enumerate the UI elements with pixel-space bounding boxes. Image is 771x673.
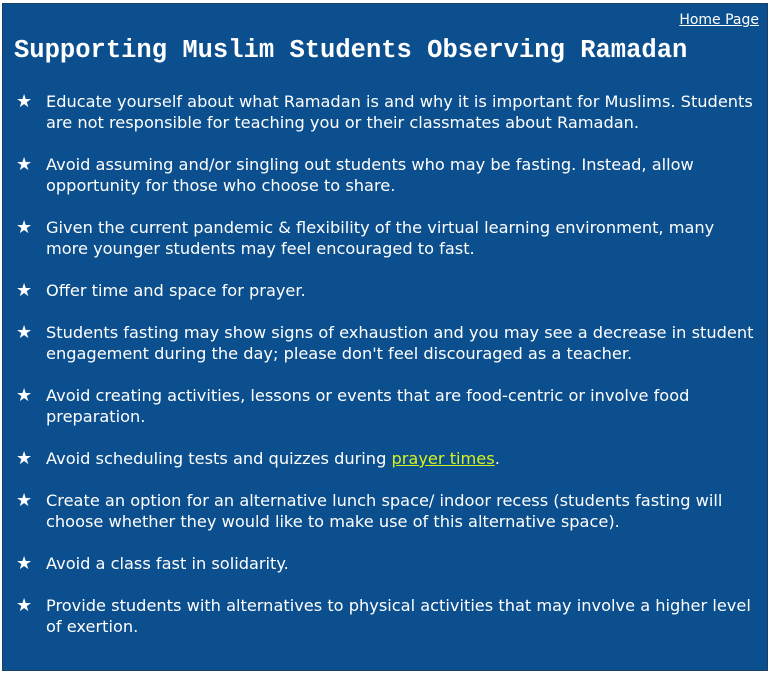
list-item-text: Offer time and space for prayer. bbox=[46, 281, 306, 300]
list-item-text-before: Avoid scheduling tests and quizzes during bbox=[46, 449, 392, 468]
list-item bbox=[3, 154, 769, 196]
star-icon: ★ bbox=[16, 595, 33, 616]
list-item bbox=[3, 91, 769, 133]
list-item-text: Create an option for an alternative lunch space/ indoor recess (students fasting will choose whether they would like to make use of this alternative space). bbox=[46, 491, 723, 531]
star-icon: ★ bbox=[16, 385, 33, 406]
list-item bbox=[3, 385, 769, 427]
star-icon: ★ bbox=[16, 322, 33, 343]
home-page-link[interactable]: Home Page bbox=[679, 12, 759, 28]
star-icon: ★ bbox=[16, 553, 33, 574]
list-item bbox=[3, 553, 769, 574]
list-item bbox=[3, 448, 769, 469]
list-item-text-after: . bbox=[494, 449, 500, 468]
list-item-text: Given the current pandemic & flexibility of the virtual learning environment, many more younger students may feel encouraged to fast. bbox=[46, 218, 715, 258]
list-item bbox=[3, 595, 769, 637]
star-icon: ★ bbox=[16, 490, 33, 511]
prayer-times-link[interactable]: prayer times bbox=[391, 449, 495, 468]
star-icon: ★ bbox=[16, 217, 33, 238]
list-item-text: Avoid a class fast in solidarity. bbox=[46, 554, 289, 573]
content-panel bbox=[2, 3, 768, 671]
tips-list bbox=[3, 91, 769, 658]
page-title: Supporting Muslim Students Observing Ramadan bbox=[14, 36, 688, 65]
star-icon: ★ bbox=[16, 154, 33, 175]
star-icon: ★ bbox=[16, 448, 33, 469]
list-item-text: Educate yourself about what Ramadan is and why it is important for Muslims. Students are not responsible for teaching you or their classmates about Ramadan. bbox=[46, 92, 753, 132]
list-item-text: Avoid creating activities, lessons or events that are food-centric or involve food preparation. bbox=[46, 386, 690, 426]
list-item-text: Avoid assuming and/or singling out students who may be fasting. Instead, allow opportunity for those who choose to share. bbox=[46, 155, 694, 195]
list-item-text: Students fasting may show signs of exhaustion and you may see a decrease in student engagement during the day; please don't feel discouraged as a teacher. bbox=[46, 323, 754, 363]
list-item-text: Provide students with alternatives to physical activities that may involve a higher level of exertion. bbox=[46, 596, 751, 636]
list-item bbox=[3, 322, 769, 364]
star-icon: ★ bbox=[16, 280, 33, 301]
list-item bbox=[3, 280, 769, 301]
list-item bbox=[3, 490, 769, 532]
star-icon: ★ bbox=[16, 91, 33, 112]
list-item bbox=[3, 217, 769, 259]
